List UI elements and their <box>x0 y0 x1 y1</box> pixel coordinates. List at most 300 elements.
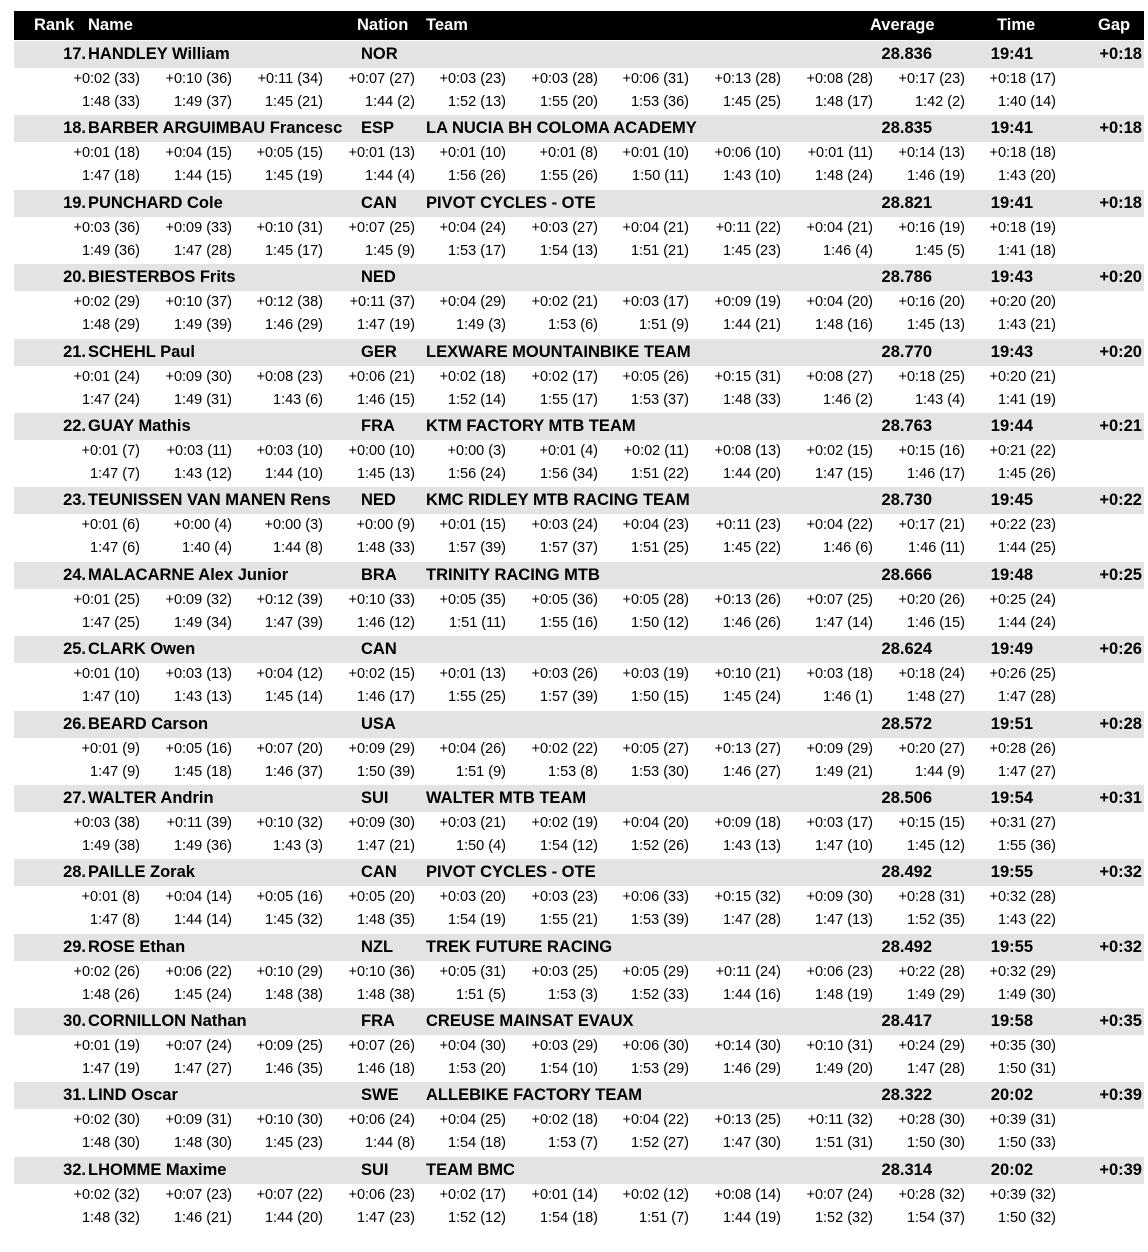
split-gap: +0:01 (8) <box>81 889 140 906</box>
rider-name: CORNILLON Nathan <box>88 1012 247 1031</box>
lap-time: 1:47 (14) <box>814 614 873 631</box>
lap-time: 1:44 (24) <box>997 614 1056 631</box>
split-gap: +0:01 (9) <box>81 740 140 757</box>
rider-time: 19:45 <box>990 491 1033 510</box>
rider-time: 19:43 <box>990 268 1033 287</box>
split-gaps-line <box>0 517 1148 539</box>
split-gap: +0:18 (25) <box>898 368 965 385</box>
rider-gap: +0:22 <box>1099 491 1142 510</box>
results-list <box>0 41 1148 1231</box>
rider-header <box>14 339 1144 366</box>
lap-times-line <box>0 540 1148 562</box>
split-gap: +0:03 (21) <box>439 814 506 831</box>
lap-time: 1:47 (13) <box>814 912 873 929</box>
rider-gap: +0:25 <box>1099 565 1142 584</box>
rider-average: 28.821 <box>881 193 932 212</box>
split-gap: +0:01 (6) <box>81 517 140 534</box>
lap-time: 1:46 (29) <box>722 1061 781 1078</box>
split-gap: +0:01 (10) <box>439 145 506 162</box>
rider-nation: CAN <box>361 193 397 212</box>
split-gap: +0:03 (17) <box>622 294 689 311</box>
lap-time: 1:47 (6) <box>90 540 140 557</box>
split-gap: +0:02 (18) <box>531 1112 598 1129</box>
split-gap: +0:11 (32) <box>807 1112 873 1129</box>
rider-name: LHOMME Maxime <box>88 1160 227 1179</box>
lap-time: 1:48 (17) <box>814 94 873 110</box>
lap-time: 1:55 (25) <box>447 689 506 706</box>
lap-time: 1:49 (37) <box>173 94 232 110</box>
split-gap: +0:05 (29) <box>622 963 689 980</box>
lap-time: 1:45 (22) <box>722 540 781 557</box>
split-gap: +0:18 (17) <box>989 71 1056 87</box>
lap-time: 1:54 (13) <box>539 242 598 259</box>
lap-time: 1:43 (10) <box>722 168 781 185</box>
rider-team: ALLEBIKE FACTORY TEAM <box>426 1086 643 1105</box>
lap-time: 1:52 (14) <box>447 391 506 408</box>
lap-times-line <box>0 243 1148 265</box>
rider-gap: +0:18 <box>1099 119 1142 138</box>
lap-time: 1:45 (13) <box>356 465 415 482</box>
split-gap: +0:02 (22) <box>531 740 598 757</box>
split-gap: +0:03 (11) <box>166 442 232 459</box>
rider-time: 19:43 <box>990 342 1033 361</box>
lap-time: 1:55 (21) <box>539 912 598 929</box>
rider-row <box>0 934 1148 1008</box>
lap-time: 1:56 (26) <box>447 168 506 185</box>
split-gap: +0:11 (39) <box>166 814 232 831</box>
split-gap: +0:09 (33) <box>165 219 232 236</box>
split-gap: +0:03 (17) <box>806 814 873 831</box>
split-gap: +0:03 (28) <box>531 71 598 87</box>
split-gap: +0:02 (15) <box>806 442 873 459</box>
lap-time: 1:48 (30) <box>81 1135 140 1152</box>
rider-gap: +0:35 <box>1099 1012 1142 1031</box>
split-gap: +0:05 (26) <box>622 368 689 385</box>
split-gap: +0:07 (22) <box>256 1186 323 1203</box>
rider-average: 28.417 <box>881 1012 932 1031</box>
split-gap: +0:10 (31) <box>806 1038 873 1055</box>
rider-header <box>14 636 1144 663</box>
header-gap: Gap <box>1098 16 1131 34</box>
lap-time: 1:52 (32) <box>814 1209 873 1226</box>
split-gap: +0:20 (20) <box>989 294 1056 311</box>
split-gap: +0:05 (16) <box>165 740 232 757</box>
split-gap: +0:24 (29) <box>898 1038 965 1055</box>
lap-time: 1:48 (32) <box>81 1209 140 1226</box>
split-gap: +0:05 (28) <box>622 591 689 608</box>
lap-time: 1:45 (26) <box>997 465 1056 482</box>
lap-times-line <box>0 615 1148 637</box>
lap-time: 1:47 (21) <box>356 837 415 854</box>
split-gap: +0:28 (30) <box>898 1112 965 1129</box>
split-gap: +0:20 (21) <box>989 368 1056 385</box>
rider-name: PAILLE Zorak <box>88 863 195 882</box>
split-gap: +0:09 (32) <box>165 591 232 608</box>
split-gap: +0:22 (23) <box>989 517 1056 534</box>
rider-rank: 31. <box>63 1086 86 1105</box>
rider-row <box>0 487 1148 561</box>
lap-time: 1:46 (15) <box>906 614 965 631</box>
split-gap: +0:07 (20) <box>256 740 323 757</box>
rider-team: TRINITY RACING MTB <box>426 565 600 584</box>
split-gap: +0:05 (27) <box>622 740 689 757</box>
lap-time: 1:47 (7) <box>90 465 140 482</box>
rider-time: 19:55 <box>990 863 1033 882</box>
rider-rank: 26. <box>63 714 86 733</box>
lap-time: 1:49 (21) <box>814 763 873 780</box>
rider-nation: NED <box>361 268 396 287</box>
split-gap: +0:07 (25) <box>348 219 415 236</box>
split-gap: +0:09 (31) <box>165 1112 232 1129</box>
lap-time: 1:46 (26) <box>722 614 781 631</box>
rider-average: 28.836 <box>881 45 932 63</box>
split-gap: +0:01 (13) <box>439 666 506 683</box>
lap-time: 1:46 (18) <box>356 1061 415 1078</box>
lap-time: 1:44 (8) <box>365 1135 415 1152</box>
lap-time: 1:46 (17) <box>356 689 415 706</box>
split-gaps-line <box>0 443 1148 465</box>
lap-time: 1:48 (16) <box>814 317 873 334</box>
rider-time: 19:51 <box>990 714 1033 733</box>
rider-time: 19:58 <box>990 1012 1033 1031</box>
split-gap: +0:04 (22) <box>806 517 873 534</box>
split-gap: +0:05 (20) <box>348 889 415 906</box>
rider-name: GUAY Mathis <box>88 416 191 435</box>
split-gap: +0:01 (18) <box>73 145 140 162</box>
split-gap: +0:15 (15) <box>898 814 965 831</box>
rider-time: 20:02 <box>990 1160 1033 1179</box>
lap-time: 1:44 (15) <box>173 168 232 185</box>
split-gap: +0:09 (29) <box>348 740 415 757</box>
rider-rank: 18. <box>63 119 86 138</box>
split-gap: +0:20 (27) <box>898 740 965 757</box>
split-gaps-line <box>0 592 1148 614</box>
rider-rank: 32. <box>63 1160 86 1179</box>
split-gap: +0:17 (21) <box>898 517 965 534</box>
split-gap: +0:01 (10) <box>73 666 140 683</box>
split-gap: +0:05 (35) <box>439 591 506 608</box>
lap-time: 1:51 (25) <box>630 540 689 557</box>
lap-time: 1:48 (38) <box>356 986 415 1003</box>
rider-rank: 27. <box>63 788 86 807</box>
header-rank: Rank <box>34 16 75 34</box>
split-gap: +0:28 (26) <box>989 740 1056 757</box>
lap-time: 1:46 (21) <box>173 1209 232 1226</box>
rider-team: WALTER MTB TEAM <box>426 788 587 807</box>
split-gap: +0:10 (36) <box>348 963 415 980</box>
split-gap: +0:07 (24) <box>806 1186 873 1203</box>
rider-row <box>0 785 1148 859</box>
lap-time: 1:45 (23) <box>722 242 781 259</box>
rider-row <box>0 562 1148 636</box>
header-average: Average <box>870 16 935 34</box>
lap-time: 1:55 (36) <box>997 837 1056 854</box>
split-gap: +0:03 (20) <box>439 889 506 906</box>
header-nation: Nation <box>357 16 409 34</box>
lap-time: 1:45 (12) <box>906 837 965 854</box>
split-gap: +0:03 (23) <box>439 71 506 87</box>
rider-name: LIND Oscar <box>88 1086 178 1105</box>
split-gap: +0:09 (30) <box>348 814 415 831</box>
lap-time: 1:45 (24) <box>722 689 781 706</box>
split-gap: +0:01 (10) <box>622 145 689 162</box>
split-gap: +0:07 (26) <box>348 1038 415 1055</box>
lap-time: 1:46 (29) <box>264 317 323 334</box>
lap-time: 1:40 (14) <box>997 94 1056 110</box>
split-gap: +0:08 (14) <box>714 1186 781 1203</box>
split-gap: +0:02 (29) <box>73 294 140 311</box>
split-gaps-line <box>0 964 1148 986</box>
lap-time: 1:45 (18) <box>173 763 232 780</box>
split-gap: +0:06 (10) <box>714 145 781 162</box>
split-gap: +0:26 (25) <box>989 666 1056 683</box>
split-gap: +0:02 (33) <box>73 71 140 87</box>
rider-nation: FRA <box>361 416 395 435</box>
split-gap: +0:11 (34) <box>257 71 323 87</box>
rider-rank: 25. <box>63 640 86 659</box>
lap-time: 1:46 (19) <box>906 168 965 185</box>
lap-time: 1:55 (26) <box>539 168 598 185</box>
split-gap: +0:06 (24) <box>348 1112 415 1129</box>
lap-time: 1:55 (17) <box>539 391 598 408</box>
lap-time: 1:43 (20) <box>997 168 1056 185</box>
lap-time: 1:48 (24) <box>814 168 873 185</box>
split-gap: +0:09 (30) <box>165 368 232 385</box>
split-gap: +0:13 (25) <box>714 1112 781 1129</box>
split-gap: +0:14 (13) <box>898 145 965 162</box>
split-gap: +0:28 (32) <box>898 1186 965 1203</box>
split-gap: +0:00 (4) <box>173 517 232 534</box>
lap-time: 1:52 (33) <box>630 986 689 1003</box>
lap-time: 1:47 (15) <box>814 465 873 482</box>
lap-time: 1:47 (27) <box>997 763 1056 780</box>
lap-time: 1:53 (39) <box>630 912 689 929</box>
rider-average: 28.322 <box>881 1086 932 1105</box>
lap-time: 1:46 (37) <box>264 763 323 780</box>
rider-time: 19:41 <box>990 45 1033 63</box>
rider-row <box>0 339 1148 413</box>
split-gaps-line <box>0 815 1148 837</box>
split-gap: +0:06 (23) <box>806 963 873 980</box>
lap-time: 1:47 (8) <box>90 912 140 929</box>
lap-time: 1:49 (39) <box>173 317 232 334</box>
rider-nation: SUI <box>361 788 389 807</box>
rider-rank: 21. <box>63 342 86 361</box>
rider-row <box>0 711 1148 785</box>
lap-time: 1:55 (16) <box>539 614 598 631</box>
split-gap: +0:10 (37) <box>165 294 232 311</box>
lap-time: 1:57 (39) <box>539 689 598 706</box>
split-gap: +0:03 (25) <box>531 963 598 980</box>
rider-team: LEXWARE MOUNTAINBIKE TEAM <box>426 342 691 361</box>
lap-time: 1:47 (18) <box>81 168 140 185</box>
lap-time: 1:46 (11) <box>908 540 965 557</box>
rider-name: PUNCHARD Cole <box>88 193 223 212</box>
lap-time: 1:48 (35) <box>356 912 415 929</box>
lap-time: 1:49 (30) <box>997 986 1056 1003</box>
split-gap: +0:02 (19) <box>531 814 598 831</box>
split-gap: +0:17 (23) <box>898 71 965 87</box>
lap-time: 1:48 (26) <box>81 986 140 1003</box>
lap-time: 1:46 (12) <box>356 614 415 631</box>
lap-times-line <box>0 392 1148 414</box>
split-gap: +0:02 (32) <box>73 1186 140 1203</box>
rider-average: 28.506 <box>881 788 932 807</box>
split-gap: +0:03 (24) <box>531 517 598 534</box>
rider-rank: 24. <box>63 565 86 584</box>
rider-nation: ESP <box>361 119 395 138</box>
lap-time: 1:53 (3) <box>548 986 598 1003</box>
split-gaps-line <box>0 1112 1148 1134</box>
lap-time: 1:44 (9) <box>915 763 965 780</box>
lap-time: 1:51 (7) <box>639 1209 689 1226</box>
rider-time: 19:41 <box>990 193 1033 212</box>
rider-time: 20:02 <box>990 1086 1033 1105</box>
results-header <box>14 11 1144 40</box>
lap-time: 1:47 (28) <box>997 689 1056 706</box>
lap-time: 1:50 (15) <box>630 689 689 706</box>
split-gap: +0:13 (26) <box>714 591 781 608</box>
rider-time: 19:55 <box>990 937 1033 956</box>
rider-row <box>0 1082 1148 1156</box>
lap-times-line <box>0 689 1148 711</box>
lap-time: 1:48 (19) <box>814 986 873 1003</box>
rider-team: PIVOT CYCLES - OTE <box>426 193 596 212</box>
rider-row <box>0 413 1148 487</box>
rider-row <box>0 190 1148 264</box>
rider-rank: 17. <box>63 45 86 63</box>
split-gap: +0:10 (21) <box>714 666 781 683</box>
lap-time: 1:49 (3) <box>456 317 506 334</box>
split-gap: +0:11 (37) <box>349 294 415 311</box>
rider-rank: 19. <box>63 193 86 212</box>
rider-average: 28.835 <box>881 119 932 138</box>
lap-time: 1:50 (4) <box>456 837 506 854</box>
lap-time: 1:54 (19) <box>447 912 506 929</box>
lap-time: 1:43 (13) <box>173 689 232 706</box>
rider-average: 28.770 <box>881 342 932 361</box>
rider-name: CLARK Owen <box>88 640 196 659</box>
rider-rank: 22. <box>63 416 86 435</box>
lap-time: 1:44 (20) <box>264 1209 323 1226</box>
split-gap: +0:02 (26) <box>73 963 140 980</box>
split-gap: +0:08 (28) <box>806 71 873 87</box>
lap-time: 1:47 (25) <box>81 614 140 631</box>
split-gap: +0:02 (17) <box>531 368 598 385</box>
split-gaps-line <box>0 145 1148 167</box>
split-gap: +0:11 (23) <box>715 517 781 534</box>
split-gap: +0:02 (11) <box>623 442 689 459</box>
lap-time: 1:48 (33) <box>356 540 415 557</box>
split-gap: +0:06 (31) <box>622 71 689 87</box>
lap-time: 1:45 (17) <box>264 242 323 259</box>
split-gap: +0:03 (36) <box>73 219 140 236</box>
rider-time: 19:49 <box>990 640 1033 659</box>
lap-time: 1:54 (37) <box>906 1209 965 1226</box>
split-gap: +0:01 (19) <box>73 1038 140 1055</box>
split-gap: +0:02 (17) <box>439 1186 506 1203</box>
rider-gap: +0:31 <box>1099 788 1142 807</box>
lap-times-line <box>0 838 1148 860</box>
lap-time: 1:50 (33) <box>997 1135 1056 1152</box>
split-gap: +0:04 (23) <box>622 517 689 534</box>
split-gap: +0:01 (7) <box>81 442 140 459</box>
lap-time: 1:53 (29) <box>630 1061 689 1078</box>
rider-nation: SUI <box>361 1160 389 1179</box>
lap-time: 1:41 (19) <box>997 391 1056 408</box>
lap-time: 1:55 (20) <box>539 94 598 110</box>
header-team: Team <box>426 16 468 34</box>
split-gap: +0:31 (27) <box>989 814 1056 831</box>
lap-time: 1:48 (33) <box>722 391 781 408</box>
lap-time: 1:47 (19) <box>81 1061 140 1078</box>
rider-name: HANDLEY William <box>88 45 230 63</box>
split-gap: +0:03 (13) <box>165 666 232 683</box>
split-gaps-line <box>0 369 1148 391</box>
lap-time: 1:50 (12) <box>630 614 689 631</box>
split-gap: +0:10 (33) <box>348 591 415 608</box>
split-gaps-line <box>0 666 1148 688</box>
rider-gap: +0:32 <box>1099 937 1142 956</box>
split-gap: +0:15 (31) <box>714 368 781 385</box>
split-gap: +0:04 (20) <box>622 814 689 831</box>
rider-name: BEARD Carson <box>88 714 209 733</box>
split-gap: +0:09 (29) <box>806 740 873 757</box>
lap-times-line <box>0 987 1148 1009</box>
lap-time: 1:40 (4) <box>182 540 232 557</box>
lap-time: 1:49 (29) <box>906 986 965 1003</box>
split-gap: +0:12 (38) <box>256 294 323 311</box>
split-gap: +0:13 (28) <box>714 71 781 87</box>
split-gap: +0:18 (18) <box>989 145 1056 162</box>
split-gap: +0:01 (8) <box>539 145 598 162</box>
rider-row <box>0 115 1148 189</box>
rider-header <box>14 413 1144 440</box>
split-gap: +0:04 (21) <box>622 219 689 236</box>
split-gap: +0:07 (25) <box>806 591 873 608</box>
lap-time: 1:43 (6) <box>273 391 323 408</box>
split-gap: +0:06 (21) <box>348 368 415 385</box>
lap-times-line <box>0 912 1148 934</box>
lap-time: 1:54 (12) <box>539 837 598 854</box>
split-gap: +0:08 (23) <box>256 368 323 385</box>
lap-time: 1:43 (3) <box>273 837 323 854</box>
lap-time: 1:45 (14) <box>264 689 323 706</box>
lap-time: 1:44 (14) <box>173 912 232 929</box>
lap-times-line <box>0 764 1148 786</box>
rider-row <box>0 859 1148 933</box>
rider-header <box>14 934 1144 961</box>
lap-time: 1:50 (30) <box>906 1135 965 1152</box>
rider-gap: +0:18 <box>1099 193 1142 212</box>
lap-time: 1:43 (13) <box>722 837 781 854</box>
rider-gap: +0:26 <box>1099 640 1142 659</box>
lap-time: 1:56 (24) <box>447 465 506 482</box>
rider-name: BIESTERBOS Frits <box>88 268 236 287</box>
split-gap: +0:10 (29) <box>256 963 323 980</box>
split-gap: +0:07 (24) <box>165 1038 232 1055</box>
split-gap: +0:00 (9) <box>356 517 415 534</box>
rider-header <box>14 859 1144 886</box>
rider-time: 19:44 <box>990 416 1033 435</box>
split-gap: +0:32 (28) <box>989 889 1056 906</box>
rider-nation: SWE <box>361 1086 399 1105</box>
rider-nation: CAN <box>361 863 397 882</box>
split-gap: +0:04 (25) <box>439 1112 506 1129</box>
split-gap: +0:10 (36) <box>165 71 232 87</box>
split-gap: +0:10 (30) <box>256 1112 323 1129</box>
lap-time: 1:44 (8) <box>273 540 323 557</box>
